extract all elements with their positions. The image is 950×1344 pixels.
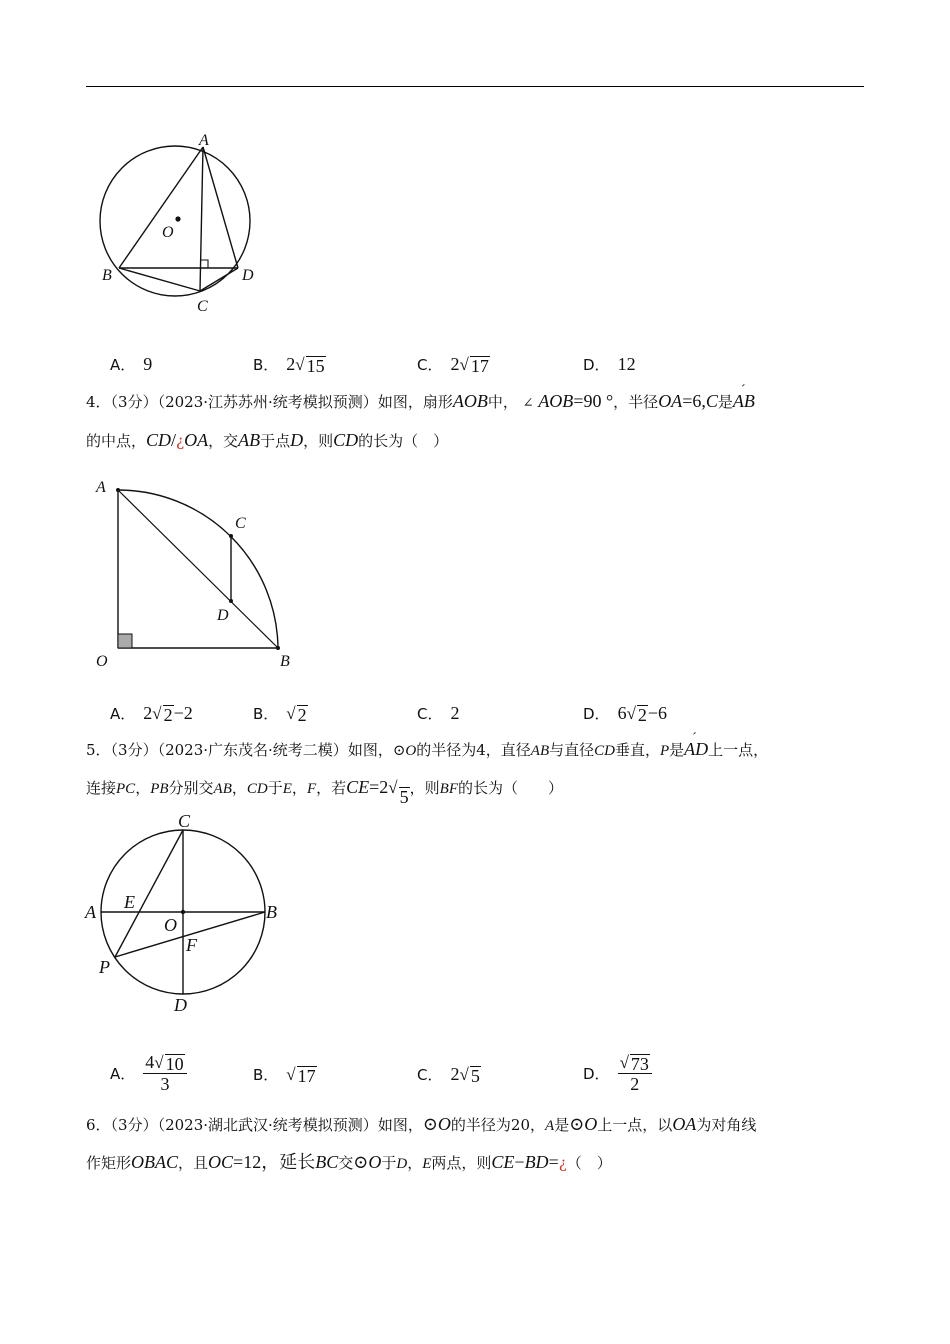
q6-line-1: 6．（3分）（2023·湖北武汉·统考模拟预测）如图，⊙O的半径为20，A是⊙O上一点，以OA为对角线 [86, 1114, 757, 1134]
q4-label-o: O [96, 653, 108, 670]
q4-choice-d[interactable]: D． 6 √ 2 −6 [583, 703, 668, 725]
fraction: √ 73 2 [618, 1052, 652, 1094]
q4-label-a: A [96, 479, 106, 496]
q4-right-angle-mark [118, 634, 132, 648]
header-rule [86, 86, 864, 87]
q3-segment-ab [119, 147, 203, 268]
q3-choice-a[interactable]: A． 9 [110, 354, 153, 374]
sqrt: √ 2 [286, 703, 307, 725]
q3-center-dot [175, 216, 180, 221]
q5-choice-c[interactable]: C． 2 √ 5 [417, 1064, 480, 1086]
q5-center-dot [181, 910, 185, 914]
q5-choice-a[interactable]: A． 4 √ 10 3 [110, 1052, 187, 1094]
q3-choice-b[interactable]: B． 2 √ 15 [253, 354, 325, 376]
q5-label-b: B [266, 902, 277, 922]
q4-choice-a[interactable]: A． 2 √ 2 −2 [110, 703, 193, 725]
q5-line-2: 连接PC，PB分别交AB，CD于E，F，若CE=2 √ 5 ，则BF的长为（ ） [86, 769, 876, 807]
q5-choice-d[interactable]: D． √ 73 2 [583, 1052, 652, 1094]
sqrt: √ 17 [286, 1064, 316, 1086]
q5-figure [82, 805, 292, 1020]
q5-line-1: 5．（3分）（2023·广东茂名·统考二模）如图，⊙O的半径为4，直径AB与直径CD垂直，P是´ AD上一点， [86, 731, 876, 769]
arc-ab: ´ AB [733, 383, 755, 419]
question-4 [86, 383, 876, 459]
q4-segment-ab [118, 490, 278, 648]
arc-ad: ´ AD [684, 731, 708, 767]
q3-circle [100, 146, 250, 296]
q5-choices [110, 1052, 810, 1100]
sqrt: √ 5 [388, 778, 409, 807]
q5-label-d: D [174, 995, 187, 1015]
q6-line-2: 作矩形OBAC，且OC=12，延长BC交⊙O于D，E两点，则CE−BD=¿（ ） [86, 1152, 612, 1172]
q4-label-d: D [217, 607, 229, 624]
q5-label-p: P [99, 957, 110, 977]
q3-choice-c[interactable]: C． 2 √ 17 [417, 354, 489, 376]
q3-label-a: A [199, 132, 209, 149]
sqrt: √ 17 [459, 354, 489, 376]
q4-label-b: B [280, 653, 290, 670]
q5-label-a: A [85, 902, 96, 922]
question-5 [86, 731, 876, 807]
q5-label-o: O [164, 915, 177, 935]
fraction: 4 √ 10 3 [143, 1052, 186, 1094]
sqrt: √ 15 [295, 354, 325, 376]
q5-choice-b[interactable]: B． √ 17 [253, 1064, 316, 1086]
q3-figure [96, 125, 286, 325]
q3-label-o: O [162, 224, 174, 241]
q3-segment-ad [203, 147, 238, 268]
q3-segment-bc [119, 268, 200, 291]
q4-line-2: 的中点，CD/¿OA，交AB于点D，则CD的长为（ ） [86, 430, 449, 450]
q3-choice-d[interactable]: D． 12 [583, 354, 636, 374]
q3-label-c: C [197, 298, 208, 315]
q3-label-d: D [242, 267, 254, 284]
q4-figure [90, 470, 310, 680]
sqrt: √ 2 [152, 703, 173, 725]
q5-label-f: F [186, 935, 197, 955]
q5-label-e: E [124, 892, 135, 912]
q4-line-1: 4．（3分）（2023·江苏苏州·统考模拟预测）如图，扇形AOB中， ∠ AOB=90 °，半径OA=6,C是´ AB [86, 383, 876, 422]
q3-segment-ac [200, 147, 203, 291]
q3-segment-cd [200, 268, 238, 291]
q4-choice-c[interactable]: C． 2 [417, 703, 460, 723]
q4-choice-b[interactable]: B． √ 2 [253, 703, 307, 725]
sqrt: √ 2 [626, 703, 647, 725]
sqrt: √ 5 [459, 1064, 480, 1086]
q4-label-c: C [235, 515, 246, 532]
question-6 [86, 1106, 876, 1182]
q5-label-c: C [178, 811, 191, 831]
q3-label-b: B [102, 267, 112, 284]
